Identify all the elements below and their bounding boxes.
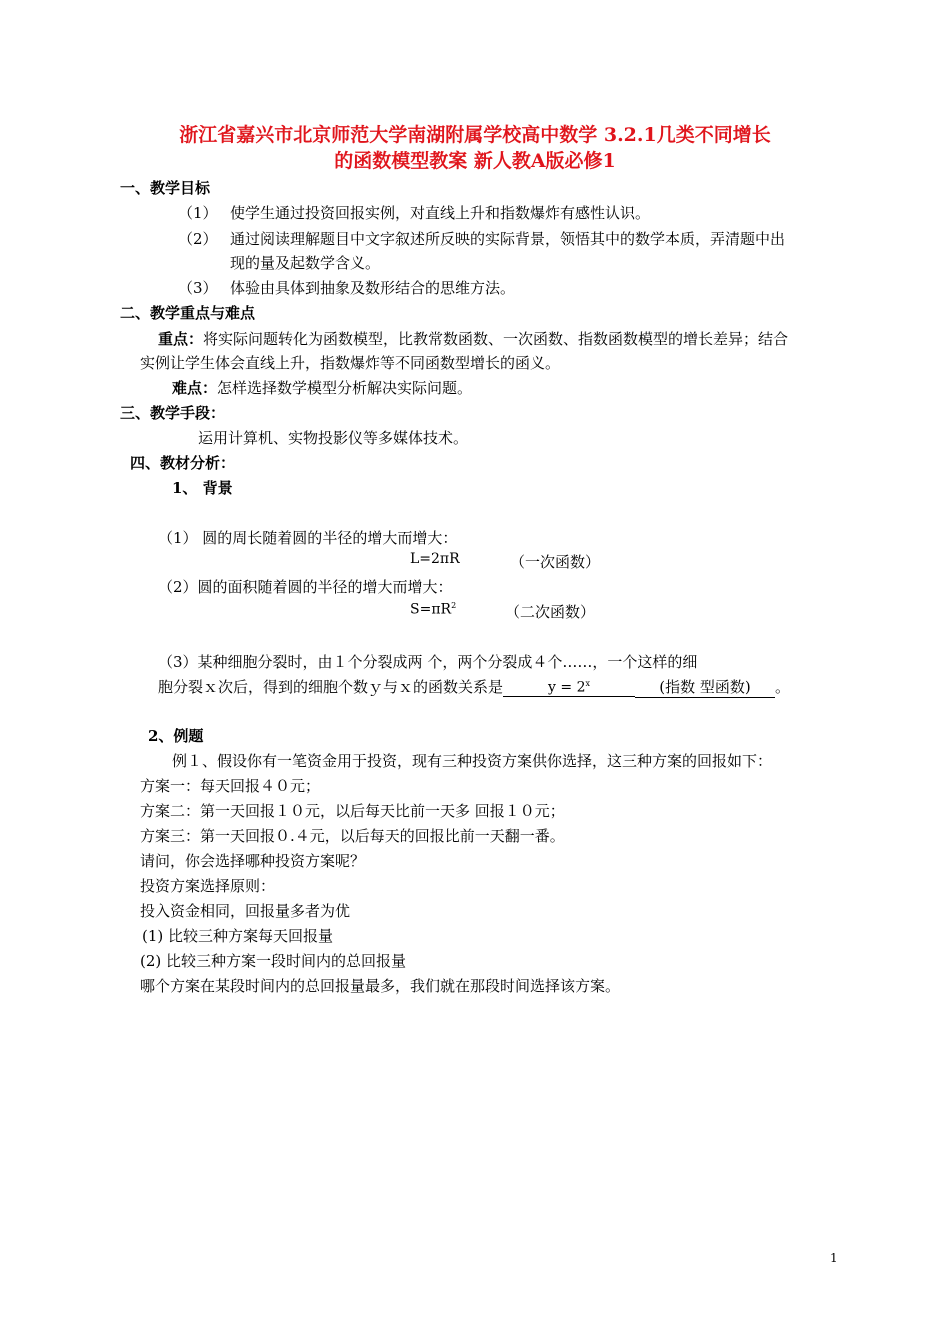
principle-3: 哪个方案在某段时间内的总回报量最多，我们就在那段时间选择该方案。: [140, 977, 621, 995]
doc-title-line2: 的函数模型教案 新人教A版必修1: [334, 150, 616, 172]
plan-1: 方案一：每天回报４０元；: [140, 777, 321, 795]
answer-base: y = 2: [548, 680, 586, 696]
key-text-cont: 实例让学生体会直线上升，指数爆炸等不同函数型增长的函义。: [140, 354, 561, 372]
difficult-points: [172, 377, 472, 398]
formula-area-type: （二次函数）: [505, 603, 596, 621]
formula-area: [410, 601, 456, 618]
principle: 投资方案选择原则：: [140, 877, 276, 895]
page-number: 1: [830, 1251, 838, 1265]
section4-heading: 四、教材分析：: [130, 454, 236, 472]
example-1: 例１、假设你有一笔资金用于投资，现有三种投资方案供你选择，这三种方案的回报如下：: [172, 752, 773, 770]
difficult-label: 难点：: [172, 379, 218, 397]
key-text: 将实际问题转化为函数模型，比教常数函数、一次函数、指数函数模型的增长差异；结合: [203, 330, 789, 348]
principle-0: 投入资金相同，回报量多者为优: [140, 902, 351, 920]
objective-3-text: 体验由具体到抽象及数形结合的思维方法。: [230, 279, 516, 297]
subsection-examples: 2、例题: [148, 727, 204, 745]
formula-circumference: L=2πR: [410, 551, 460, 567]
doc-title-line1: 浙江省嘉兴市北京师范大学南湖附属学校高中数学 3.2.1几类不同增长: [179, 124, 771, 146]
objective-1-num: （1）: [178, 204, 218, 222]
background-item-3-cont: [158, 676, 790, 698]
section2-heading: 二、教学重点与难点: [120, 304, 256, 322]
key-label: 重点：: [158, 330, 204, 348]
background-item-2: （2）圆的面积随着圆的半径的增大而增大：: [158, 578, 453, 596]
principle-1: (1) 比较三种方案每天回报量: [142, 927, 334, 945]
formula-area-base: S=πR: [410, 601, 452, 618]
section1-heading: 一、教学目标: [120, 179, 211, 197]
objective-2-text-cont: 现的量及起数学含义。: [230, 254, 381, 272]
answer-exponent: x: [585, 679, 590, 689]
objective-3-num: （3）: [178, 279, 218, 297]
difficult-text: 怎样选择数学模型分析解决实际问题。: [217, 379, 473, 397]
cell-division-end: 。: [775, 678, 791, 696]
key-points: [158, 328, 788, 349]
objective-1-text: 使学生通过投资回报实例，对直线上升和指数爆炸有感性认识。: [230, 204, 651, 222]
section3-text: 运用计算机、实物投影仪等多媒体技术。: [198, 429, 469, 447]
objective-2-text: 通过阅读理解题目中文字叙述所反映的实际背景，领悟其中的数学本质，弄清题中出: [230, 230, 786, 248]
principle-2: (2) 比较三种方案一段时间内的总回报量: [140, 952, 407, 970]
plan-2: 方案二：第一天回报１０元，以后每天比前一天多 回报１０元；: [140, 802, 565, 820]
cell-division-type: (指数 型函数): [635, 676, 775, 698]
section3-heading: 三、教学手段：: [120, 404, 226, 422]
background-item-3: （3）某种细胞分裂时，由１个分裂成两 个，两个分裂成４个……，一个这样的细: [158, 653, 698, 671]
question: 请问，你会选择哪种投资方案呢？: [140, 852, 366, 870]
formula-circumference-type: （一次函数）: [510, 553, 601, 571]
objective-2-num: （2）: [178, 230, 218, 248]
formula-area-exponent: 2: [451, 601, 457, 610]
cell-division-answer: [503, 679, 635, 697]
plan-3: 方案三：第一天回报０.４元，以后每天的回报比前一天翻一番。: [140, 827, 565, 845]
cell-division-text: 胞分裂ｘ次后，得到的细胞个数ｙ与ｘ的函数关系是: [158, 678, 504, 696]
background-item-1: （1） 圆的周长随着圆的半径的增大而增大：: [158, 529, 458, 547]
subsection-background: 1、 背景: [172, 479, 233, 497]
